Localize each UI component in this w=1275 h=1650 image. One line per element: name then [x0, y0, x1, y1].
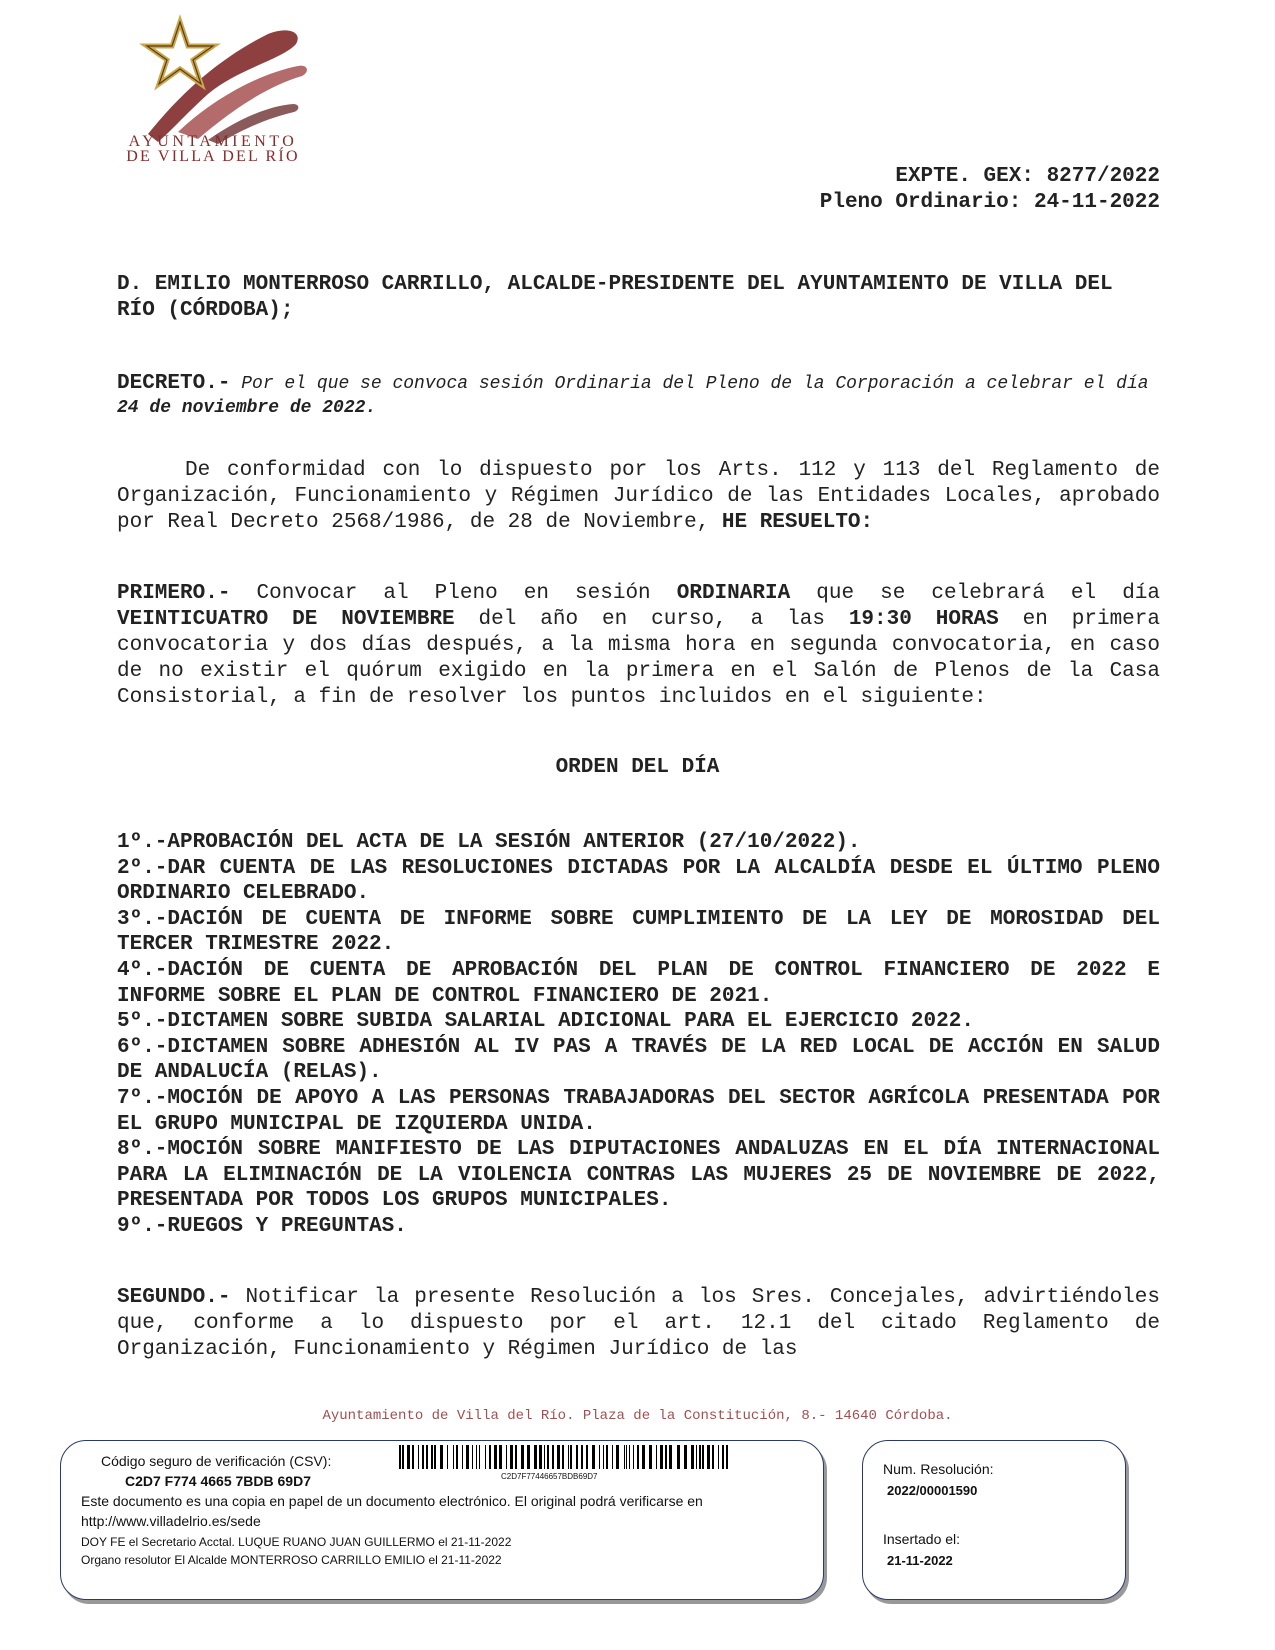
primero-bold-hora: 19:30 HORAS — [848, 608, 999, 631]
agenda-item: 7º.-MOCIÓN DE APOYO A LAS PERSONAS TRABAJADORAS DEL SECTOR AGRÍCOLA PRESENTADA POR EL GRUPO MUNICIPAL DE IZQUIERDA UNIDA. — [117, 1086, 1160, 1136]
primero-text-1: Convocar al Pleno en sesión — [230, 582, 677, 605]
resolution-box — [862, 1440, 1126, 1600]
primero-text-4: en primera convocatoria y dos días después, a la misma hora en segunda convocatoria, en caso de no existir el quórum exigido en la primera en el Salón de Plenos de la Casa Consistorial, a fin de resolver los puntos incluidos en el siguiente: — [117, 608, 1160, 709]
csv-barcode — [399, 1445, 731, 1469]
agenda-item: 3º.-DACIÓN DE CUENTA DE INFORME SOBRE CUMPLIMIENTO DE LA LEY DE MOROSIDAD DEL TERCER TRIMESTRE 2022. — [117, 907, 1160, 957]
he-resuelto: HE RESUELTO: — [709, 511, 874, 534]
orden-del-dia-list — [117, 830, 1160, 1240]
orden-del-dia-title: ORDEN DEL DÍA — [555, 756, 720, 779]
conformidad-paragraph — [117, 458, 1160, 536]
logo-line-1: AYUNTAMIENTO — [128, 133, 298, 150]
side-stamp-left — [44, 1490, 56, 1560]
csv-label: Código seguro de verificación (CSV): — [101, 1453, 332, 1469]
primero-paragraph — [117, 581, 1160, 711]
barcode-text: C2D7F77446657BDB69D7 — [501, 1472, 598, 1481]
pleno-date: Pleno Ordinario: 24-11-2022 — [819, 191, 1160, 214]
primero-bold-ordinaria: ORDINARIA — [676, 582, 791, 605]
decreto-paragraph — [117, 372, 1160, 420]
segundo-paragraph — [117, 1285, 1160, 1363]
agenda-item: 8º.-MOCIÓN SOBRE MANIFIESTO DE LAS DIPUTACIONES ANDALUZAS EN EL DÍA INTERNACIONAL PARA LA ELIMINACIÓN DE LA VIOLENCIA CONTRAS LAS MUJERES 25 DE NOVIEMBRE DE 2022, PRESENTADA POR TODOS LOS GRUPOS MUNICIPALES. — [117, 1138, 1160, 1213]
agenda-item: 1º.-APROBACIÓN DEL ACTA DE LA SESIÓN ANTERIOR (27/10/2022). — [117, 831, 861, 854]
footer-address: Ayuntamiento de Villa del Río. Plaza de la Constitución, 8.- 14640 Córdoba. — [322, 1408, 953, 1424]
primero-text-2: que se celebrará el día — [790, 582, 1161, 605]
primero-text-3: del año en curso, a las — [454, 608, 849, 631]
resolution-number: 2022/00001590 — [887, 1483, 978, 1498]
conformidad-text: De conformidad con lo dispuesto por los Arts. 112 y 113 del Reglamento de Organización, Funcionamiento y Régimen Jurídico de las Entidades Locales, aprobado por Real Decreto 2568/1986, de 28 de Noviembre, — [117, 459, 1160, 534]
expediente-number: EXPTE. GEX: 8277/2022 — [895, 165, 1160, 188]
alcalde-heading: D. EMILIO MONTERROSO CARRILLO, ALCALDE-PRESIDENTE DEL AYUNTAMIENTO DE VILLA DEL RÍO (CÓRDOBA); — [117, 273, 1113, 322]
expediente-header — [820, 164, 1160, 216]
doy-fe-signature: DOY FE el Secretario Acctal. LUQUE RUANO JUAN GUILLERMO el 21-11-2022 — [81, 1535, 512, 1549]
agenda-item: 6º.-DICTAMEN SOBRE ADHESIÓN AL IV PAS A TRAVÉS DE LA RED LOCAL DE ACCIÓN EN SALUD DE ANDALUCÍA (RELAS). — [117, 1035, 1160, 1085]
csv-code: C2D7 F774 4665 7BDB 69D7 — [125, 1473, 311, 1489]
primero-bold-fecha: VEINTICUATRO DE NOVIEMBRE — [117, 608, 455, 631]
decreto-label: DECRETO.- — [117, 372, 231, 395]
segundo-text: Notificar la presente Resolución a los Sres. Concejales, advirtiéndoles que, conforme a lo dispuesto por el art. 12.1 del citado Reglamento de Organización, Funcionamiento y Régimen Jurídico de las — [117, 1286, 1160, 1361]
organo-resolutor: Organo resolutor El Alcalde MONTERROSO CARRILLO EMILIO el 21-11-2022 — [81, 1553, 502, 1567]
agenda-item: 2º.-DAR CUENTA DE LAS RESOLUCIONES DICTADAS POR LA ALCALDÍA DESDE EL ÚLTIMO PLENO ORDINARIO CELEBRADO. — [117, 856, 1160, 906]
agenda-item: 9º.-RUEGOS Y PREGUNTAS. — [117, 1214, 407, 1238]
agenda-item: 4º.-DACIÓN DE CUENTA DE APROBACIÓN DEL PLAN DE CONTROL FINANCIERO DE 2022 E INFORME SOBRE EL PLAN DE CONTROL FINANCIERO DE 2021. — [117, 958, 1160, 1008]
decreto-date: 24 de noviembre de 2022. — [117, 398, 377, 418]
inserted-date: 21-11-2022 — [887, 1553, 953, 1568]
side-stamp-right — [1132, 1486, 1144, 1556]
segundo-label: SEGUNDO.- — [117, 1286, 231, 1309]
agenda-item: 5º.-DICTAMEN SOBRE SUBIDA SALARIAL ADICIONAL PARA EL EJERCICIO 2022. — [117, 1010, 974, 1034]
verification-url[interactable]: http://www.villadelrio.es/sede — [81, 1513, 261, 1529]
verification-box — [60, 1440, 824, 1600]
inserted-label: Insertado el: — [883, 1531, 961, 1547]
resolution-number-label: Num. Resolución: — [883, 1461, 994, 1477]
primero-label: PRIMERO.- — [117, 582, 231, 605]
logo-line-2: DE VILLA DEL RÍO — [126, 148, 300, 165]
logo-wordmark — [108, 134, 318, 164]
decreto-text: Por el que se convoca sesión Ordinaria del Pleno de la Corporación a celebrar el día — [230, 374, 1149, 394]
copy-notice-line-1: Este documento es una copia en papel de un documento electrónico. El original podrá verificarse en — [81, 1493, 703, 1509]
